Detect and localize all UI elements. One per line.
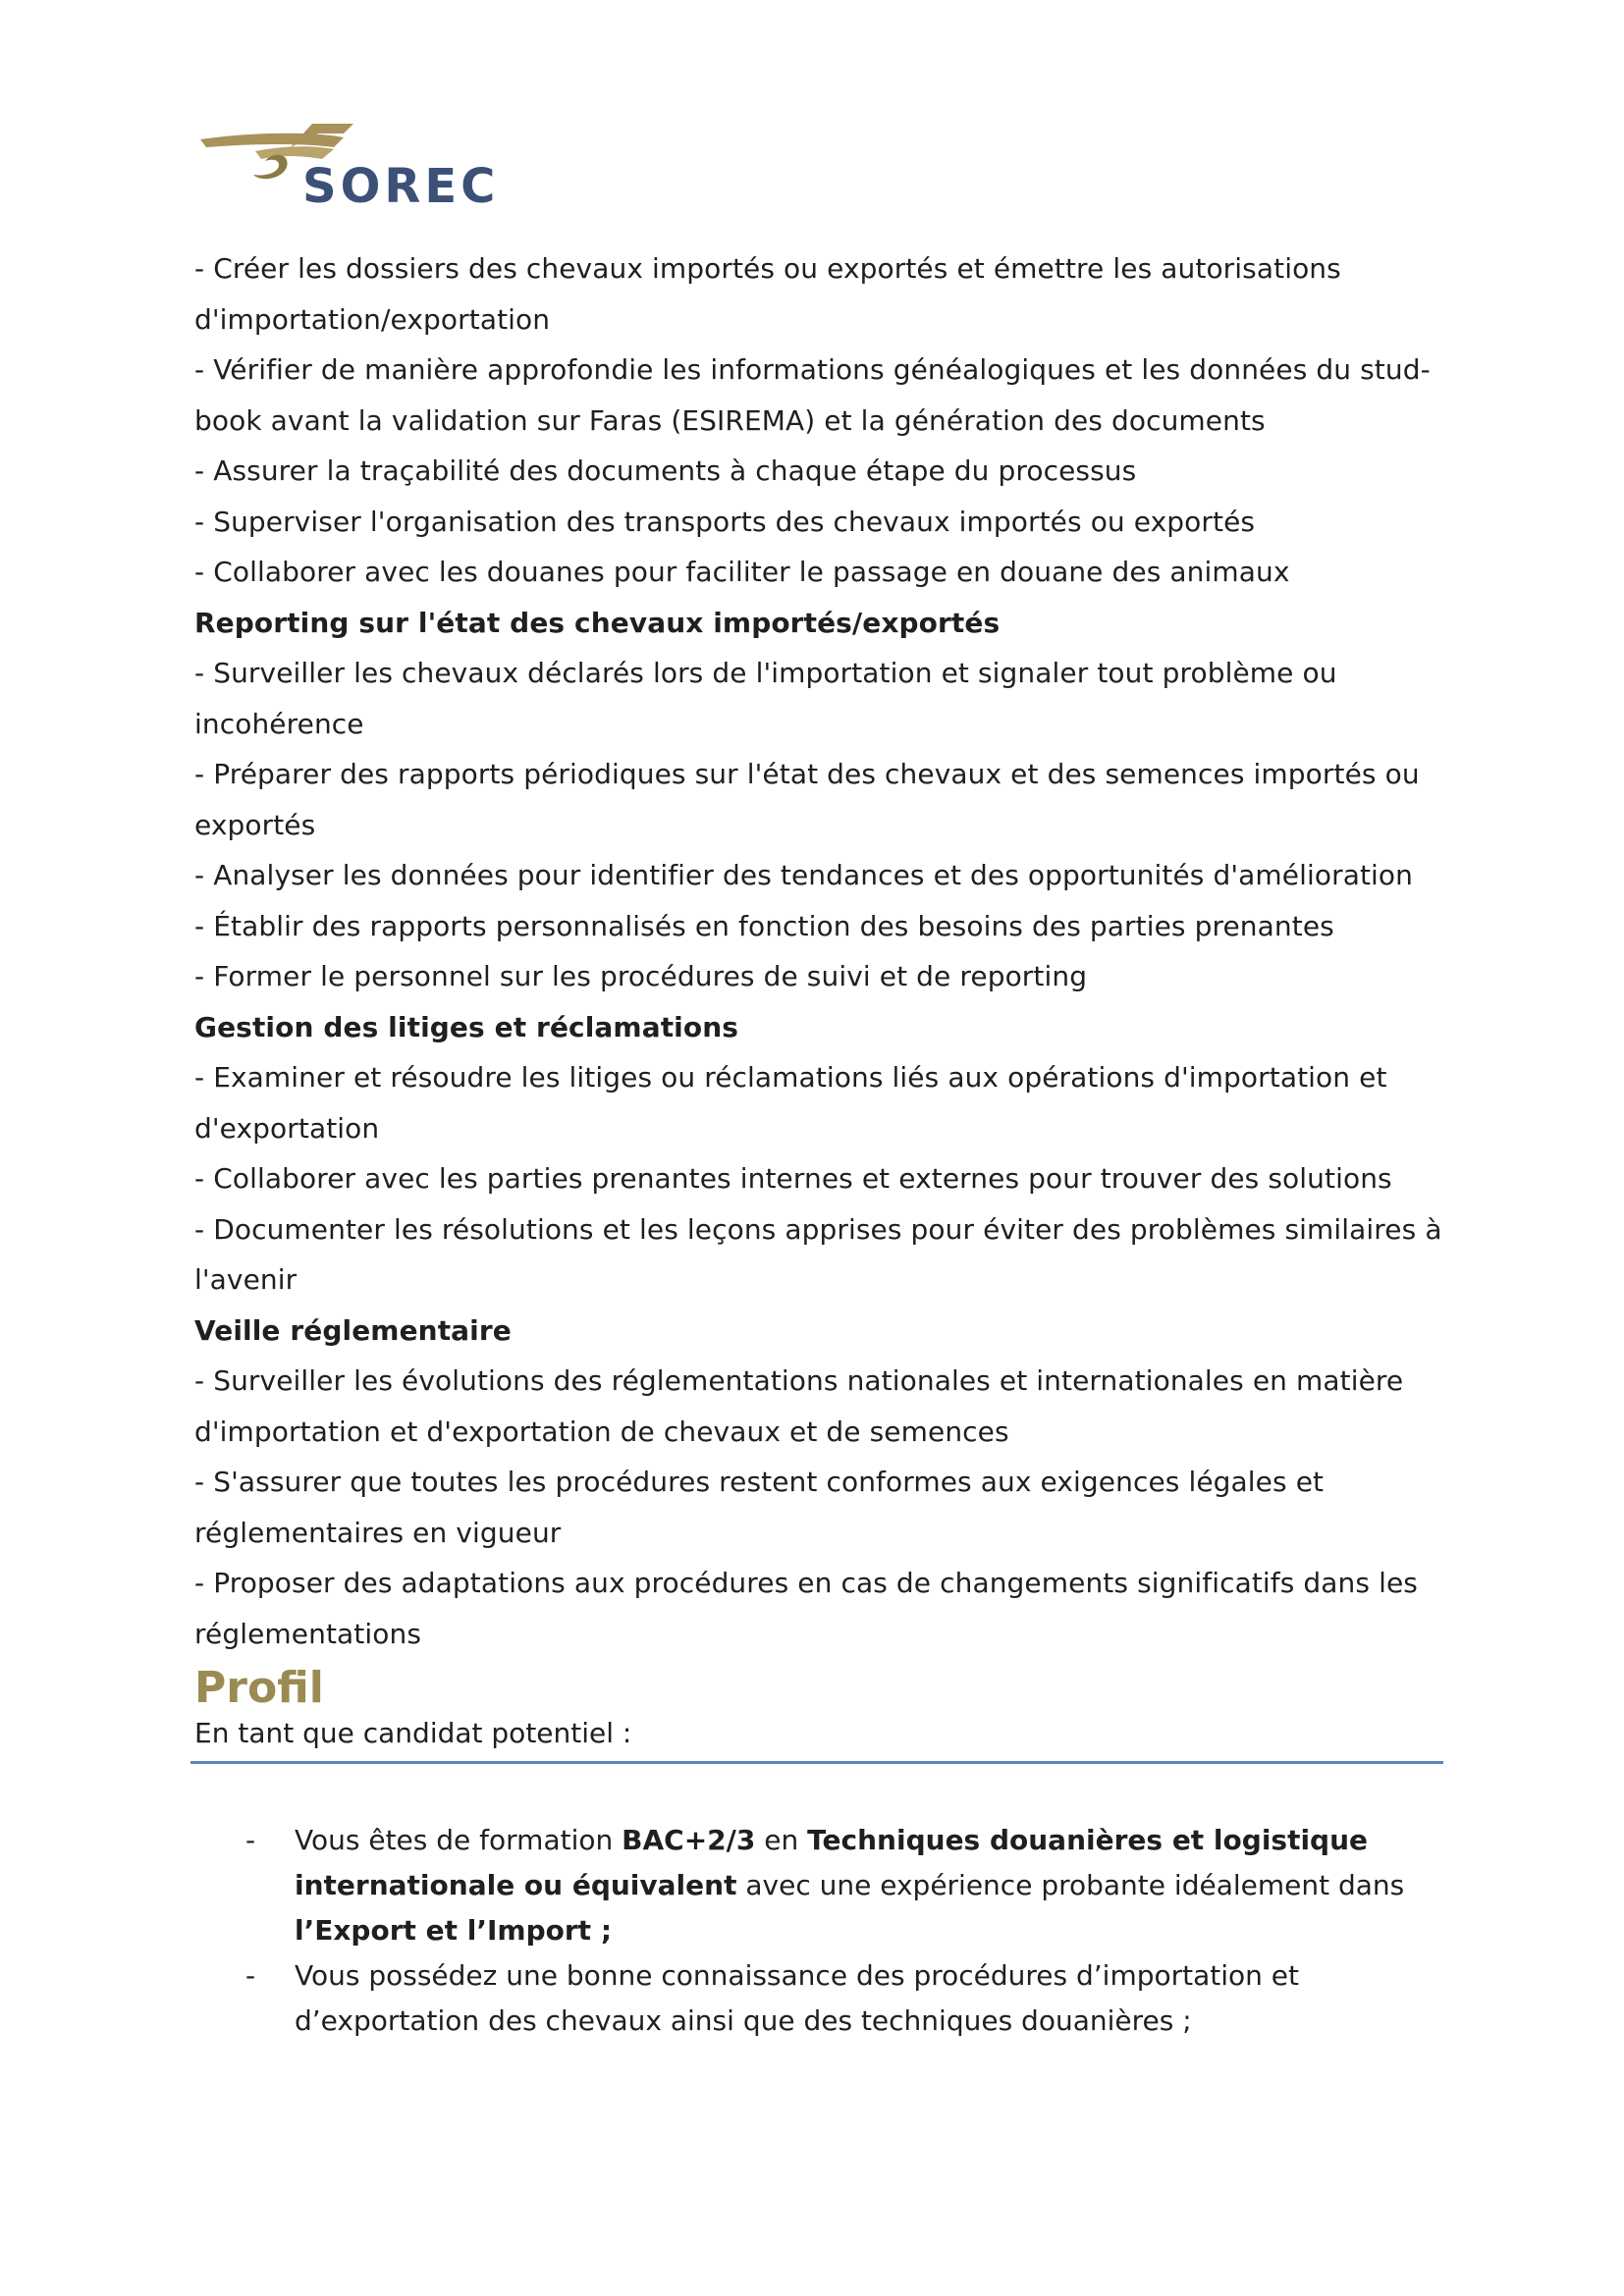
- bullet-segment: en: [755, 1824, 808, 1856]
- text-line: - Collaborer avec les parties prenantes internes et externes pour trouver des solutions: [194, 1162, 1392, 1195]
- svg-text:SOREC: SOREC: [302, 159, 500, 206]
- text-line: exportés: [194, 808, 316, 841]
- bullet-dash: -: [245, 1959, 256, 1992]
- bullet-segment: Vous êtes de formation: [295, 1824, 623, 1856]
- text-line: book avant la validation sur Faras (ESIREMA) et la génération des documents: [194, 403, 1266, 437]
- text-line: d'importation et d'exportation de chevaux et de semences: [194, 1415, 1009, 1448]
- text-line: d'importation/exportation: [194, 302, 551, 336]
- text-line: - Proposer des adaptations aux procédures en cas de changements significatifs dans les: [194, 1567, 1418, 1599]
- sorec-logo-graphic: [196, 118, 550, 206]
- section-divider: [190, 1761, 1443, 1764]
- text-line: - Créer les dossiers des chevaux importés ou exportés et émettre les autorisations: [194, 252, 1341, 285]
- text-line: réglementaires en vigueur: [194, 1516, 562, 1549]
- text-line: incohérence: [194, 707, 364, 740]
- section-heading: Veille réglementaire: [194, 1313, 512, 1347]
- text-line: - Établir des rapports personnalisés en fonction des besoins des parties prenantes: [194, 909, 1334, 942]
- bullet-segment: Vous possédez une bonne connaissance des procédures d’importation et d’exportation des chevaux ainsi que des techniques douanières ;: [295, 1959, 1300, 2037]
- profil-bullet: [236, 1953, 1443, 2044]
- sorec-logo: [196, 118, 550, 206]
- section-heading: Reporting sur l'état des chevaux importés/exportés: [194, 606, 1001, 639]
- text-line: - Surveiller les évolutions des réglementations nationales et internationales en matière: [194, 1364, 1404, 1397]
- bullet-text: [295, 1818, 1443, 1953]
- bullet-dash: -: [245, 1824, 256, 1856]
- text-line: - Collaborer avec les douanes pour faciliter le passage en douane des animaux: [194, 556, 1290, 588]
- profil-heading: Profil: [194, 1663, 324, 1713]
- text-line: - Documenter les résolutions et les leçons apprises pour éviter des problèmes similaires à: [194, 1212, 1442, 1246]
- text-line: - Surveiller les chevaux déclarés lors de l'importation et signaler tout problème ou: [194, 657, 1337, 689]
- bullet-segment: avec une expérience probante idéalement dans: [736, 1869, 1405, 1901]
- bullet-emphasis: Techniques douanières et logistique internationale ou équivalent: [295, 1824, 1369, 1901]
- text-line: - S'assurer que toutes les procédures restent conformes aux exigences légales et: [194, 1466, 1325, 1498]
- text-line: - Vérifier de manière approfondie les informations généalogiques et les données du stud-: [194, 353, 1431, 386]
- text-line: - Préparer des rapports périodiques sur l'état des chevaux et des semences importés ou: [194, 758, 1420, 790]
- text-line: l'avenir: [194, 1263, 298, 1296]
- bullet-emphasis: l’Export et l’Import ;: [295, 1914, 613, 1947]
- bullet-text: [295, 1953, 1443, 2044]
- text-line: - Assurer la traçabilité des documents à chaque étape du processus: [194, 454, 1137, 487]
- bullet-emphasis: BAC+2/3: [622, 1824, 756, 1856]
- profil-bullet: [236, 1818, 1443, 1953]
- text-line: d'exportation: [194, 1111, 380, 1145]
- profil-bullets: [236, 1818, 1443, 2044]
- text-line: - Former le personnel sur les procédures de suivi et de reporting: [194, 960, 1088, 992]
- text-line: - Superviser l'organisation des transports des chevaux importés ou exportés: [194, 505, 1256, 538]
- text-line: réglementations: [194, 1617, 422, 1650]
- mission-details: [194, 243, 1442, 1659]
- section-heading: Gestion des litiges et réclamations: [194, 1010, 739, 1043]
- profil-intro: En tant que candidat potentiel :: [194, 1717, 632, 1749]
- text-line: - Examiner et résoudre les litiges ou réclamations liés aux opérations d'importation et: [194, 1061, 1387, 1094]
- text-line: - Analyser les données pour identifier des tendances et des opportunités d'amélioration: [194, 859, 1413, 891]
